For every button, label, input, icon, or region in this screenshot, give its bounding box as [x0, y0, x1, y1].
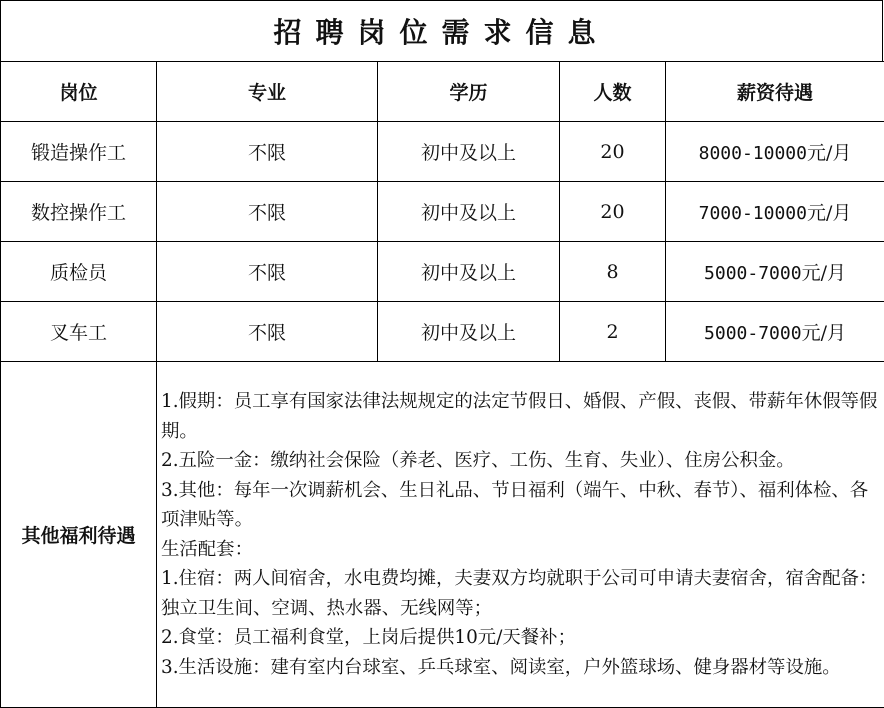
header-education: 学历	[378, 62, 560, 122]
header-major: 专业	[157, 62, 378, 122]
salary-value: 8000-10000	[699, 143, 807, 164]
cell-major: 不限	[157, 302, 378, 362]
cell-major: 不限	[157, 242, 378, 302]
cell-education: 初中及以上	[378, 122, 560, 182]
salary-unit: 元/月	[802, 262, 846, 284]
cell-count: 20	[560, 122, 666, 182]
cell-salary	[666, 302, 884, 362]
table-row	[1, 302, 884, 362]
salary-value: 7000-10000	[699, 203, 807, 224]
header-count: 人数	[560, 62, 666, 122]
header-position: 岗位	[1, 62, 157, 122]
salary-value: 5000-7000	[704, 323, 802, 344]
page-title: 招聘岗位需求信息	[0, 0, 883, 61]
cell-position: 质检员	[1, 242, 157, 302]
table-row	[1, 122, 884, 182]
cell-salary	[666, 182, 884, 242]
salary-value: 5000-7000	[704, 263, 802, 284]
table-header-row	[1, 62, 884, 122]
benefit-line: 3.生活设施：建有室内台球室、乒乓球室、阅读室，户外篮球场、健身器材等设施。	[161, 653, 878, 683]
cell-education: 初中及以上	[378, 182, 560, 242]
benefits-label: 其他福利待遇	[1, 362, 157, 708]
cell-major: 不限	[157, 182, 378, 242]
cell-count: 20	[560, 182, 666, 242]
cell-count: 2	[560, 302, 666, 362]
benefit-line: 2.食堂：员工福利食堂，上岗后提供10元/天餐补；	[161, 623, 878, 653]
salary-unit: 元/月	[802, 322, 846, 344]
cell-position: 叉车工	[1, 302, 157, 362]
benefits-content	[157, 362, 884, 708]
benefit-line: 1.假期：员工享有国家法律法规规定的法定节假日、婚假、产假、丧假、带薪年休假等假期。	[161, 387, 878, 446]
table-row	[1, 242, 884, 302]
benefit-line: 1.住宿：两人间宿舍，水电费均摊，夫妻双方均就职于公司可申请夫妻宿舍，宿舍配备：独立卫生间、空调、热水器、无线网等；	[161, 564, 878, 623]
cell-position: 数控操作工	[1, 182, 157, 242]
positions-table	[0, 61, 884, 708]
benefits-row	[1, 362, 884, 708]
salary-unit: 元/月	[807, 202, 851, 224]
cell-position: 锻造操作工	[1, 122, 157, 182]
benefit-line: 3.其他：每年一次调薪机会、生日礼品、节日福利（端午、中秋、春节）、福利体检、各项津贴等。	[161, 476, 878, 535]
cell-education: 初中及以上	[378, 242, 560, 302]
table-row	[1, 182, 884, 242]
cell-education: 初中及以上	[378, 302, 560, 362]
benefit-line: 2.五险一金：缴纳社会保险（养老、医疗、工伤、生育、失业）、住房公积金。	[161, 446, 878, 476]
header-salary: 薪资待遇	[666, 62, 884, 122]
cell-count: 8	[560, 242, 666, 302]
cell-salary	[666, 242, 884, 302]
cell-major: 不限	[157, 122, 378, 182]
cell-salary	[666, 122, 884, 182]
benefit-line: 生活配套：	[161, 535, 878, 565]
salary-unit: 元/月	[807, 142, 851, 164]
